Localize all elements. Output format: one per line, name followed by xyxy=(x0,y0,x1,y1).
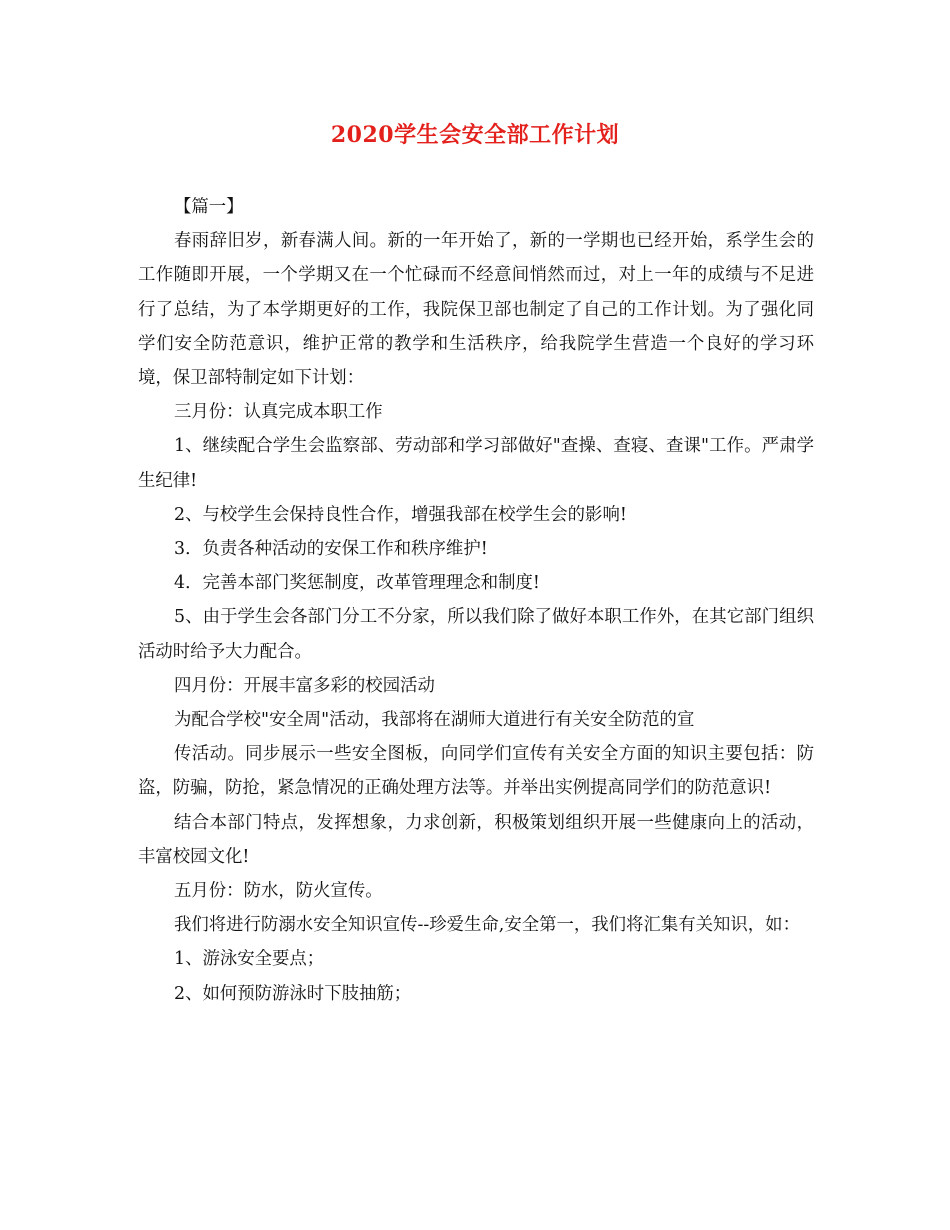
paragraph: 春雨辞旧岁，新春满人间。新的一年开始了，新的一学期也已经开始，系学生会的工作随即开展，一个学期又在一个忙碌而不经意间悄然而过，对上一年的成绩与不足进行了总结，为了本学期更好的工作，我院保卫部也制定了自己的工作计划。为了强化同学们安全防范意识，维护正常的教学和生活秩序，给我院学生营造一个良好的学习环境，保卫部特制定如下计划： xyxy=(138,231,814,389)
list-item: 2、与校学生会保持良性合作，增强我部在校学生会的影响! xyxy=(174,504,627,525)
list-item: 1、继续配合学生会监察部、劳动部和学习部做好"查操、查寝、查课"工作。严肃学生纪律! xyxy=(138,436,814,491)
month-heading: 五月份：防水，防火宣传。 xyxy=(174,881,383,902)
paragraph: 我们将进行防溺水安全知识宣传--珍爱生命,安全第一，我们将汇集有关知识，如： xyxy=(174,915,800,936)
list-item: 4．完善本部门奖惩制度，改革管理理念和制度! xyxy=(174,573,540,594)
month-heading: 四月份：开展丰富多彩的校园活动 xyxy=(174,675,435,696)
paragraph: 为配合学校"安全周"活动，我部将在湖师大道进行有关安全防范的宣 xyxy=(174,710,695,731)
month-heading: 三月份：认真完成本职工作 xyxy=(174,402,383,423)
document-body xyxy=(138,190,814,1011)
list-item: 3．负责各种活动的安保工作和秩序维护! xyxy=(174,539,488,560)
list-item: 2、如何预防游泳时下肢抽筋； xyxy=(174,983,412,1004)
document-title: 2020学生会安全部工作计划 xyxy=(330,122,620,148)
paragraph: 传活动。同步展示一些安全图板，向同学们宣传有关安全方面的知识主要包括：防盗，防骗，防抢，紧急情况的正确处理方法等。并举出实例提高同学们的防范意识! xyxy=(138,744,814,799)
section-heading: 【篇一】 xyxy=(174,197,244,217)
list-item: 1、游泳安全要点； xyxy=(174,949,325,970)
paragraph: 结合本部门特点，发挥想象，力求创新，积极策划组织开展一些健康向上的活动，丰富校园文化! xyxy=(138,812,814,867)
list-item: 5、由于学生会各部门分工不分家，所以我们除了做好本职工作外，在其它部门组织活动时给予大力配合。 xyxy=(138,607,814,662)
